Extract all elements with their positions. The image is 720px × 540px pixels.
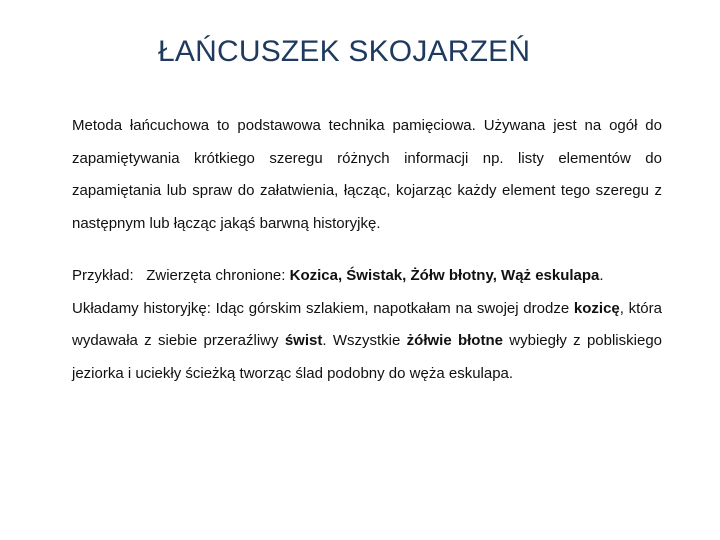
story-text-1: Układamy historyjkę: Idąc górskim szlakiem, napotkałam na swojej drodze <box>72 299 574 317</box>
story-bold-swist: świst <box>284 332 323 349</box>
story-paragraph <box>72 293 662 391</box>
story-text-3: . Wszystkie <box>322 332 407 349</box>
example-end: . <box>599 267 604 284</box>
story-bold-zolwie: żółwie błotne <box>406 332 503 349</box>
method-description: Metoda łańcuchowa to podstawowa technika pamięciowa. Używana jest na ogół do zapamiętywania krótkiego szeregu różnych informacji np. listy elementów do zapamiętania lub spraw do załatwienia, łącząc, kojarząc każdy element tego szeregu z następnym lub łącząc jakąś barwną historyjkę. <box>72 117 662 232</box>
example-animals: Kozica, Świstak, Żółw błotny, Wąż eskulapa <box>289 267 600 284</box>
story-text-4: wybiegły z pobliskiego jeziorka i uciekły ścieżką tworząc ślad podobny do węża eskulapa. <box>72 332 663 382</box>
example-line <box>72 260 662 293</box>
slide-body <box>72 110 662 390</box>
paragraph-gap <box>72 240 662 260</box>
story-bold-kozica: kozicę <box>573 299 620 317</box>
example-label: Przykład: <box>72 267 134 284</box>
story-text-2: , która wydawała z siebie przeraźliwy <box>72 299 662 349</box>
example-intro: Zwierzęta chronione: <box>146 267 290 284</box>
slide-title: ŁAŃCUSZEK SKOJARZEŃ <box>158 35 531 68</box>
